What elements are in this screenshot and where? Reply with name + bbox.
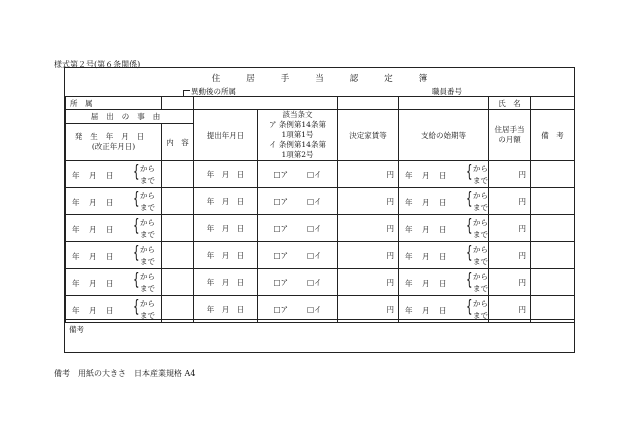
register-rows bbox=[66, 161, 575, 323]
allowance-cell[interactable]: 円 bbox=[489, 161, 531, 188]
to-text: まで bbox=[140, 284, 155, 293]
date-text: 年 月 日 bbox=[72, 198, 115, 207]
occurrence-date-cell[interactable] bbox=[66, 242, 162, 269]
payment-period-cell[interactable] bbox=[399, 269, 489, 296]
occurrence-date-header: 発生年月日 (改正年月日) bbox=[66, 124, 162, 161]
payment-period-cell[interactable] bbox=[399, 215, 489, 242]
allowance-cell[interactable]: 円 bbox=[489, 242, 531, 269]
to-text: まで bbox=[473, 284, 488, 293]
submission-date-cell[interactable]: 年 月 日 bbox=[194, 242, 258, 269]
from-text: から bbox=[473, 272, 488, 281]
submission-date-cell[interactable]: 年 月 日 bbox=[194, 296, 258, 323]
remarks-header: 備 考 bbox=[531, 110, 575, 161]
date-text: 年 月 日 bbox=[405, 306, 448, 315]
checkbox-i[interactable]: □イ bbox=[306, 223, 322, 233]
article-cell[interactable] bbox=[258, 215, 338, 242]
brace-mark: { bbox=[466, 270, 473, 290]
event-group-header: 届出の事由 bbox=[66, 110, 194, 124]
submission-date-cell[interactable]: 年 月 日 bbox=[194, 188, 258, 215]
brace-mark: { bbox=[133, 189, 140, 209]
to-text: まで bbox=[473, 230, 488, 239]
remarks-cell[interactable] bbox=[531, 188, 575, 215]
remarks-section bbox=[65, 319, 574, 352]
name-field[interactable] bbox=[531, 97, 575, 110]
from-text: から bbox=[473, 245, 488, 254]
paper-size-note: 備考 用紙の大きさ 日本産業規格 A4 bbox=[54, 369, 196, 378]
payment-period-cell[interactable] bbox=[399, 188, 489, 215]
name-label: 氏 名 bbox=[489, 97, 531, 110]
article-cell[interactable] bbox=[258, 161, 338, 188]
content-cell[interactable] bbox=[162, 242, 194, 269]
remarks-cell[interactable] bbox=[531, 161, 575, 188]
date-text: 年 月 日 bbox=[405, 198, 448, 207]
brace-mark: { bbox=[466, 243, 473, 263]
from-text: から bbox=[140, 191, 155, 200]
to-text: まで bbox=[140, 311, 155, 320]
checkbox-a[interactable]: □ア bbox=[273, 196, 289, 206]
from-text: から bbox=[140, 245, 155, 254]
employee-number-label: 職員番号 bbox=[432, 87, 462, 96]
affiliation-field[interactable] bbox=[162, 97, 194, 110]
new-affiliation-label: 異動後の所属 bbox=[191, 86, 236, 97]
to-text: まで bbox=[140, 203, 155, 212]
allowance-cell[interactable]: 円 bbox=[489, 188, 531, 215]
date-text: 年 月 日 bbox=[72, 225, 115, 234]
content-cell[interactable] bbox=[162, 269, 194, 296]
content-header: 内 容 bbox=[162, 124, 194, 161]
brace-mark: { bbox=[466, 189, 473, 209]
from-text: から bbox=[140, 272, 155, 281]
new-affiliation-field-2[interactable] bbox=[338, 97, 399, 110]
new-affiliation-field[interactable] bbox=[194, 97, 338, 110]
date-text: 年 月 日 bbox=[72, 279, 115, 288]
submission-date-cell[interactable]: 年 月 日 bbox=[194, 161, 258, 188]
remarks-cell[interactable] bbox=[531, 269, 575, 296]
brace-mark: { bbox=[466, 162, 473, 182]
affiliation-label: 所 属 bbox=[66, 97, 162, 110]
form-number: 様式第２号(第６条関係) bbox=[54, 60, 141, 69]
register-row bbox=[66, 215, 575, 242]
payment-period-cell[interactable] bbox=[399, 161, 489, 188]
checkbox-i[interactable]: □イ bbox=[306, 196, 322, 206]
affiliation-row bbox=[66, 97, 575, 110]
content-cell[interactable] bbox=[162, 161, 194, 188]
submission-date-cell[interactable]: 年 月 日 bbox=[194, 215, 258, 242]
register-row bbox=[66, 188, 575, 215]
date-text: 年 月 日 bbox=[405, 279, 448, 288]
payment-period-header: 支給の始期等 bbox=[399, 110, 489, 161]
occurrence-date-cell[interactable] bbox=[66, 215, 162, 242]
from-text: から bbox=[140, 218, 155, 227]
submission-date-header: 提出年月日 bbox=[194, 110, 258, 161]
to-text: まで bbox=[140, 257, 155, 266]
date-text: 年 月 日 bbox=[72, 171, 115, 180]
brace-mark: { bbox=[133, 270, 140, 290]
submission-date-cell[interactable]: 年 月 日 bbox=[194, 269, 258, 296]
from-text: から bbox=[140, 299, 155, 308]
checkbox-a[interactable]: □ア bbox=[273, 223, 289, 233]
checkbox-a[interactable]: □ア bbox=[273, 277, 289, 287]
occurrence-date-cell[interactable] bbox=[66, 188, 162, 215]
brace-mark: { bbox=[466, 216, 473, 236]
brace-mark: { bbox=[133, 297, 140, 317]
occurrence-date-cell[interactable] bbox=[66, 269, 162, 296]
date-text: 年 月 日 bbox=[72, 306, 115, 315]
date-text: 年 月 日 bbox=[405, 225, 448, 234]
employee-number-field[interactable] bbox=[399, 97, 489, 110]
rent-cell[interactable]: 円 bbox=[338, 269, 399, 296]
from-text: から bbox=[473, 164, 488, 173]
checkbox-i[interactable]: □イ bbox=[306, 277, 322, 287]
article-header: 該当条文 ア 条例第14条第 1項第1号 イ 条例第14条第 1項第2号 bbox=[258, 110, 338, 161]
rent-cell[interactable]: 円 bbox=[338, 161, 399, 188]
rent-header: 決定家賃等 bbox=[338, 110, 399, 161]
date-text: 年 月 日 bbox=[405, 252, 448, 261]
remarks-cell[interactable] bbox=[531, 242, 575, 269]
article-cell[interactable] bbox=[258, 188, 338, 215]
brace-mark: { bbox=[133, 243, 140, 263]
rent-cell[interactable]: 円 bbox=[338, 188, 399, 215]
checkbox-i[interactable]: □イ bbox=[306, 304, 322, 314]
remarks-cell[interactable] bbox=[531, 215, 575, 242]
register-row bbox=[66, 269, 575, 296]
rent-cell[interactable]: 円 bbox=[338, 215, 399, 242]
from-text: から bbox=[473, 218, 488, 227]
to-text: まで bbox=[140, 176, 155, 185]
to-text: まで bbox=[473, 257, 488, 266]
date-text: 年 月 日 bbox=[72, 252, 115, 261]
to-text: まで bbox=[473, 176, 488, 185]
content-cell[interactable] bbox=[162, 188, 194, 215]
checkbox-a[interactable]: □ア bbox=[273, 169, 289, 179]
register-row bbox=[66, 242, 575, 269]
remarks-label: 備考 bbox=[69, 325, 84, 334]
from-text: から bbox=[473, 191, 488, 200]
brace-mark: { bbox=[133, 162, 140, 182]
register-form bbox=[64, 67, 575, 353]
content-cell[interactable] bbox=[162, 215, 194, 242]
allowance-cell[interactable]: 円 bbox=[489, 269, 531, 296]
register-table bbox=[65, 96, 575, 323]
brace-mark: { bbox=[133, 216, 140, 236]
from-text: から bbox=[473, 299, 488, 308]
allowance-header: 住居手当 の月額 bbox=[489, 110, 531, 161]
article-cell[interactable] bbox=[258, 269, 338, 296]
date-text: 年 月 日 bbox=[405, 171, 448, 180]
rent-cell[interactable]: 円 bbox=[338, 242, 399, 269]
form-title: 住居手当認定簿 bbox=[211, 74, 454, 84]
payment-period-cell[interactable] bbox=[399, 242, 489, 269]
checkbox-i[interactable]: □イ bbox=[306, 250, 322, 260]
header-row-1 bbox=[66, 110, 575, 124]
register-row bbox=[66, 161, 575, 188]
checkbox-a[interactable]: □ア bbox=[273, 250, 289, 260]
article-cell[interactable] bbox=[258, 242, 338, 269]
brace-mark: { bbox=[466, 297, 473, 317]
from-text: から bbox=[140, 164, 155, 173]
allowance-cell[interactable]: 円 bbox=[489, 296, 531, 323]
rent-cell[interactable]: 円 bbox=[338, 296, 399, 323]
to-text: まで bbox=[473, 203, 488, 212]
to-text: まで bbox=[140, 230, 155, 239]
to-text: まで bbox=[473, 311, 488, 320]
checkbox-a[interactable]: □ア bbox=[273, 304, 289, 314]
checkbox-i[interactable]: □イ bbox=[306, 169, 322, 179]
occurrence-date-cell[interactable] bbox=[66, 161, 162, 188]
allowance-cell[interactable]: 円 bbox=[489, 215, 531, 242]
